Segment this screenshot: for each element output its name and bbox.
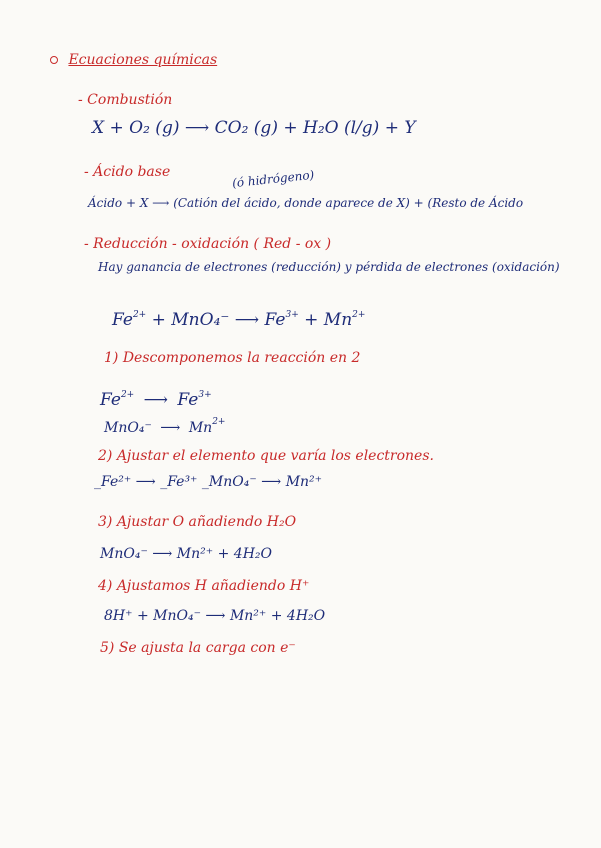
- redox-fe2-charge: 2+: [132, 310, 147, 320]
- step1-fe3-charge: 3+: [198, 390, 212, 400]
- redox-mn-charge: 2+: [352, 310, 366, 320]
- step1-fe3: Fe: [177, 390, 199, 410]
- acid-base-note: (ó hidrógeno): [231, 167, 315, 191]
- combustion-equation: X + O₂ (g) ⟶ CO₂ (g) + H₂O (l/g) + Y: [92, 118, 416, 138]
- step1-text: 1) Descomponemos la reacción en 2: [104, 350, 361, 366]
- redox-title: - Reducción - oxidación ( Red - ox ): [84, 236, 332, 252]
- acid-base-title: - Ácido base: [84, 164, 171, 180]
- redox-mn: + Mn: [304, 310, 353, 330]
- step2-equation: _Fe²⁺ ⟶ _Fe³⁺ _MnO₄⁻ ⟶ Mn²⁺: [94, 474, 323, 490]
- redox-mid: + MnO₄⁻ ⟶ Fe: [151, 310, 286, 330]
- redox-equation: [112, 310, 365, 330]
- redox-description: Hay ganancia de electrones (reducción) y pérdida de electrones (oxidación): [98, 260, 560, 274]
- step2-text: 2) Ajustar el elemento que varía los electrones.: [98, 448, 434, 464]
- combustion-title: - Combustión: [78, 92, 173, 108]
- step1-fe-half: [100, 390, 212, 410]
- step3-equation: MnO₄⁻ ⟶ Mn²⁺ + 4H₂O: [100, 546, 272, 562]
- heading-line: [50, 52, 217, 68]
- heading-text: Ecuaciones químicas: [68, 52, 218, 68]
- arrow-icon: ⟶: [143, 390, 168, 410]
- step1-mn: Mn: [188, 420, 213, 436]
- step1-fe2-charge: 2+: [120, 390, 135, 400]
- arrow-icon: ⟶: [160, 420, 181, 436]
- acid-base-equation: Ácido + X ⟶ (Catión del ácido, donde aparece de X) + (Resto de Ácido: [88, 196, 524, 210]
- step3-text: 3) Ajustar O añadiendo H₂O: [98, 514, 297, 530]
- step1-mn-half: [104, 417, 226, 436]
- redox-fe3-charge: 3+: [285, 310, 299, 320]
- step1-mn-charge: 2+: [212, 417, 226, 427]
- step5-text: 5) Se ajusta la carga con e⁻: [100, 640, 296, 656]
- step4-equation: 8H⁺ + MnO₄⁻ ⟶ Mn²⁺ + 4H₂O: [104, 608, 326, 624]
- step4-text: 4) Ajustamos H añadiendo H⁺: [98, 578, 310, 594]
- redox-fe2: Fe: [112, 310, 133, 330]
- bullet-icon: [50, 56, 58, 64]
- step1-mno4: MnO₄⁻: [104, 420, 152, 436]
- step1-fe2: Fe: [100, 390, 121, 410]
